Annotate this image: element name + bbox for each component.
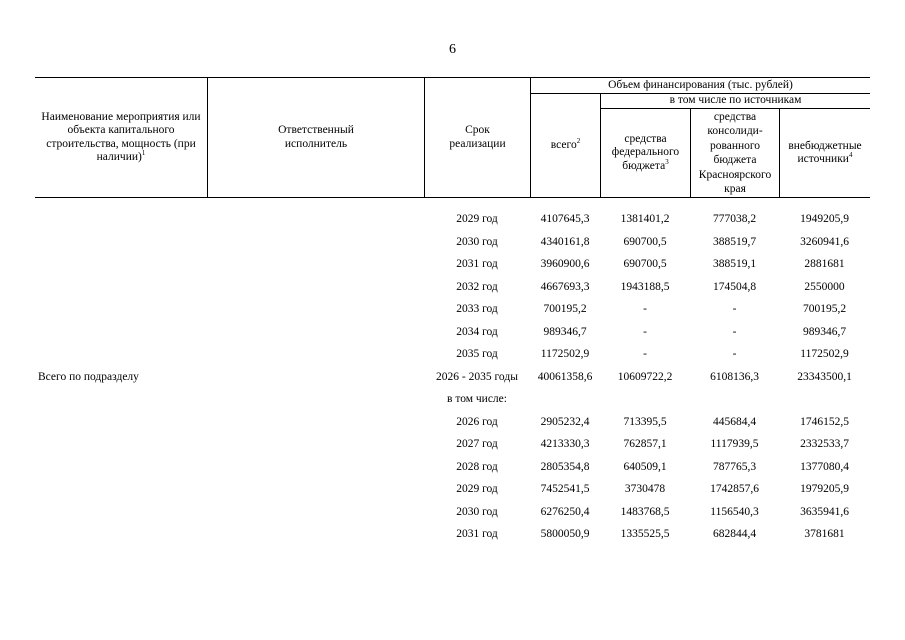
table-row [0, 321, 905, 343]
row-federal: 713395,5 [623, 415, 667, 428]
row-external: 989346,7 [802, 325, 847, 338]
row-external: 2332533,7 [800, 438, 849, 450]
row-regional: 682844,4 [712, 528, 757, 540]
row-federal: 10609722,2 [617, 370, 673, 383]
header-sources [601, 94, 870, 108]
row-period: 2034 год [456, 325, 498, 338]
header-responsible [208, 78, 424, 197]
row-external: 23343500,1 [797, 370, 852, 383]
row-name: Всего по подразделу [38, 370, 139, 383]
header-period-label: Срок реализации [449, 124, 506, 150]
row-external: 3635941,6 [800, 505, 849, 518]
row-federal: 3730478 [624, 483, 666, 495]
table-row [0, 411, 905, 433]
row-regional: 445684,4 [712, 415, 757, 428]
row-period: 2026 год [456, 415, 498, 428]
header-federal [601, 109, 690, 197]
row-external: 1979205,9 [800, 483, 849, 495]
row-regional: - [732, 348, 737, 360]
table-row [0, 253, 905, 275]
row-regional: - [732, 325, 737, 338]
page-number: 6 [449, 42, 456, 57]
row-period: 2031 год [456, 528, 498, 540]
row-total: 2905232,4 [540, 415, 590, 428]
row-regional: 174504,8 [712, 280, 757, 293]
table-row [0, 478, 905, 500]
header-external-label: внебюджетные источники [788, 139, 862, 165]
header-bottom-border [35, 197, 870, 198]
row-total: 4667693,3 [540, 280, 590, 293]
row-federal: 640509,1 [623, 460, 667, 473]
table-row [0, 298, 905, 320]
row-total: 7452541,5 [540, 483, 590, 495]
row-external: 1377080,4 [800, 460, 849, 473]
row-federal: 762857,1 [623, 438, 667, 450]
row-regional: 388519,7 [712, 235, 757, 248]
row-external: 1172502,9 [800, 348, 849, 360]
row-federal: 690700,5 [623, 258, 667, 270]
row-external [779, 388, 870, 410]
row-total: 40061358,6 [537, 370, 593, 383]
row-total: 700195,2 [543, 303, 587, 315]
row-period: 2030 год [456, 235, 498, 248]
header-regional [691, 109, 779, 197]
header-name [35, 78, 207, 197]
header-sources-label: в том числе по источникам [669, 94, 802, 107]
row-total: 4340161,8 [540, 235, 590, 248]
row-regional: - [732, 303, 737, 315]
row-total: 3960900,6 [540, 258, 590, 270]
row-federal: 1335525,5 [620, 528, 670, 540]
row-external: 3260941,6 [800, 235, 849, 248]
row-federal: 690700,5 [623, 235, 667, 248]
table-row [0, 276, 905, 298]
row-period: 2029 год [456, 483, 498, 495]
row-regional: 777038,2 [712, 213, 757, 225]
header-regional-label: средства консолиди-рованного бюджета Красноярского края [698, 110, 772, 195]
header-responsible-label: Ответственный исполнитель [278, 124, 354, 150]
header-federal-footnote: 3 [665, 157, 669, 166]
header-federal-label: средства федерального бюджета [611, 132, 680, 172]
row-period: 2035 год [456, 348, 498, 360]
row-period: 2030 год [456, 505, 498, 518]
row-period: 2027 год [456, 438, 498, 450]
row-total: 6276250,4 [540, 505, 590, 518]
row-period: 2033 год [456, 303, 498, 315]
row-external: 2881681 [804, 258, 845, 270]
table-row [0, 433, 905, 455]
row-regional: 787765,3 [712, 460, 757, 473]
row-total: 4107645,3 [540, 213, 590, 225]
header-external-footnote: 4 [848, 151, 853, 160]
header-total-label: всего [550, 138, 577, 151]
row-regional: 1742857,6 [710, 483, 759, 495]
row-period: 2031 год [456, 258, 498, 270]
table-row [0, 523, 905, 545]
row-period: в том числе: [447, 393, 507, 405]
header-name-label: Наименование мероприятия или объекта капитального строительства, мощность (при наличии) [41, 110, 201, 163]
row-federal: - [643, 348, 647, 360]
table-row [0, 501, 905, 523]
row-external: 700195,2 [802, 303, 847, 315]
row-period: 2026 - 2035 годы [436, 370, 518, 383]
row-regional: 6108136,3 [710, 370, 759, 383]
header-total-footnote: 2 [576, 136, 581, 145]
header-financing [531, 78, 870, 93]
row-federal: 1943188,5 [620, 280, 670, 293]
row-external: 1746152,5 [800, 415, 849, 428]
row-federal: - [643, 325, 647, 338]
row-federal: 1483768,5 [620, 505, 670, 518]
header-period [425, 78, 530, 197]
row-regional: 388519,1 [712, 258, 757, 270]
row-regional: 1156540,3 [710, 505, 759, 518]
row-federal: 1381401,2 [620, 213, 670, 225]
table-row [0, 343, 905, 365]
row-federal: - [643, 303, 647, 315]
header-financing-label: Объем финансирования (тыс. рублей) [608, 78, 793, 91]
row-total: 4213330,3 [540, 438, 590, 450]
row-total [530, 388, 600, 410]
header-name-footnote: 1 [141, 149, 146, 158]
row-total: 1172502,9 [540, 348, 590, 360]
row-regional: 1117939,5 [710, 438, 759, 450]
row-period: 2028 год [456, 460, 498, 473]
row-total: 5800050,9 [540, 528, 590, 540]
row-federal [600, 388, 690, 410]
row-external: 3781681 [804, 528, 845, 540]
row-external: 2550000 [804, 280, 845, 293]
table-row [0, 456, 905, 478]
row-total: 2805354,8 [540, 460, 590, 473]
header-total [531, 94, 600, 197]
row-period: 2029 год [456, 213, 498, 225]
row-regional [690, 388, 779, 410]
row-period: 2032 год [456, 280, 498, 293]
table-row [0, 208, 905, 230]
table-row [0, 366, 905, 388]
row-external: 1949205,9 [800, 213, 849, 225]
table-row [0, 388, 905, 410]
table-row [0, 231, 905, 253]
header-external [780, 109, 870, 197]
row-total: 989346,7 [543, 325, 587, 338]
